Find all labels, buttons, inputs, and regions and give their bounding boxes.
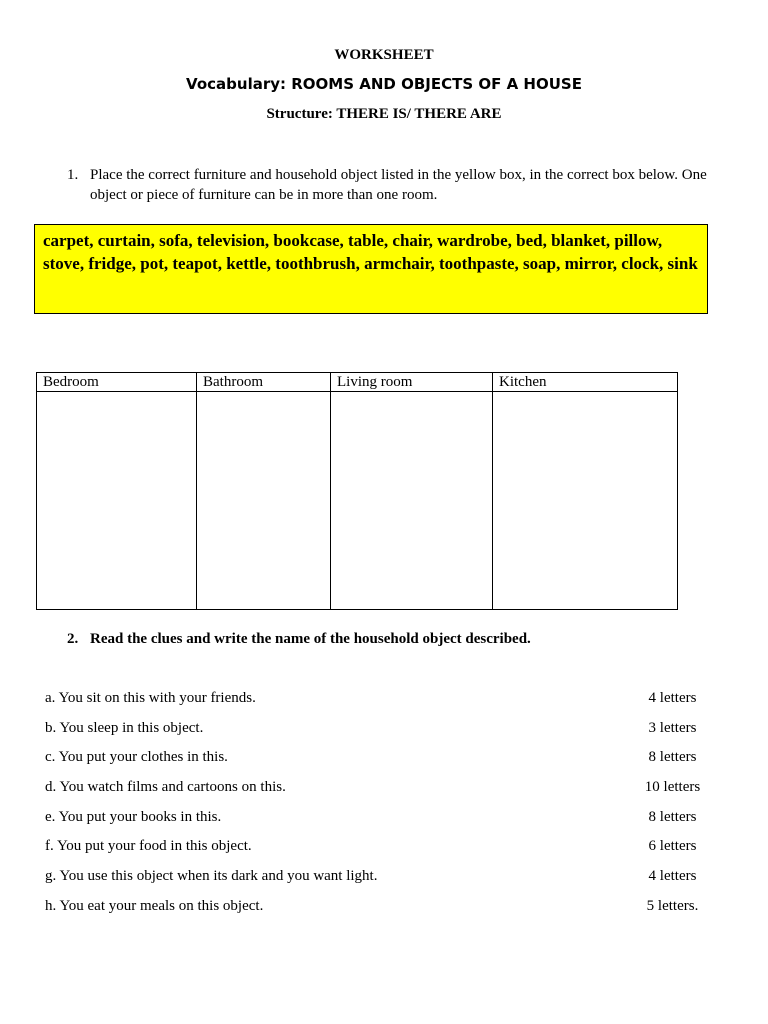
question-1-number: 1. <box>67 167 79 183</box>
clue-text: e. You put your books in this. <box>45 809 222 825</box>
clue-letter-count: 4 letters <box>648 690 697 706</box>
clue-item <box>45 838 705 858</box>
question-1-text: Place the correct furniture and household object listed in the yellow box, in the correct box below. One object or piece of furniture can be in more than one room. <box>90 167 707 203</box>
clue-letter-count: 6 letters <box>648 838 697 854</box>
clue-text: c. You put your clothes in this. <box>45 749 228 765</box>
clue-text: a. You sit on this with your friends. <box>45 690 256 706</box>
word-box: carpet, curtain, sofa, television, bookcase, table, chair, wardrobe, bed, blanket, pillow, stove, fridge, pot, teapot, kettle, toothbrush, armchair, toothpaste, soap, mirror, clock, sink <box>34 224 708 314</box>
bathroom-answer-cell[interactable] <box>197 392 331 610</box>
clue-letter-count: 8 letters <box>648 809 697 825</box>
column-header-living-room: Living room <box>331 373 493 392</box>
question-2-text: Read the clues and write the name of the household object described. <box>90 631 531 647</box>
clue-text: h. You eat your meals on this object. <box>45 898 264 914</box>
clue-item <box>45 779 705 799</box>
clue-text: b. You sleep in this object. <box>45 720 204 736</box>
clue-item <box>45 809 705 829</box>
clue-letter-count: 3 letters <box>648 720 697 736</box>
clue-item <box>45 720 705 740</box>
clue-text: f. You put your food in this object. <box>45 838 252 854</box>
clue-letter-count: 5 letters. <box>646 898 699 914</box>
question-2-number: 2. <box>67 631 79 647</box>
vocabulary-heading: Vocabulary: ROOMS AND OBJECTS OF A HOUSE <box>186 75 582 93</box>
column-header-kitchen: Kitchen <box>493 373 678 392</box>
worksheet-title: WORKSHEET <box>334 47 434 63</box>
rooms-table-header-row <box>37 373 678 392</box>
clue-item <box>45 690 705 710</box>
clue-text: g. You use this object when its dark and you want light. <box>45 868 378 884</box>
column-header-bathroom: Bathroom <box>197 373 331 392</box>
living-room-answer-cell[interactable] <box>331 392 493 610</box>
clue-item <box>45 749 705 769</box>
rooms-table-answer-row <box>37 392 678 610</box>
clue-letter-count: 8 letters <box>648 749 697 765</box>
column-header-bedroom: Bedroom <box>37 373 197 392</box>
kitchen-answer-cell[interactable] <box>493 392 678 610</box>
clue-letter-count: 4 letters <box>648 868 697 884</box>
clue-item <box>45 868 705 888</box>
clue-text: d. You watch films and cartoons on this. <box>45 779 286 795</box>
rooms-table <box>36 372 678 610</box>
structure-heading: Structure: THERE IS/ THERE ARE <box>266 106 502 122</box>
bedroom-answer-cell[interactable] <box>37 392 197 610</box>
clue-item <box>45 898 705 918</box>
clue-letter-count: 10 letters <box>644 779 701 795</box>
